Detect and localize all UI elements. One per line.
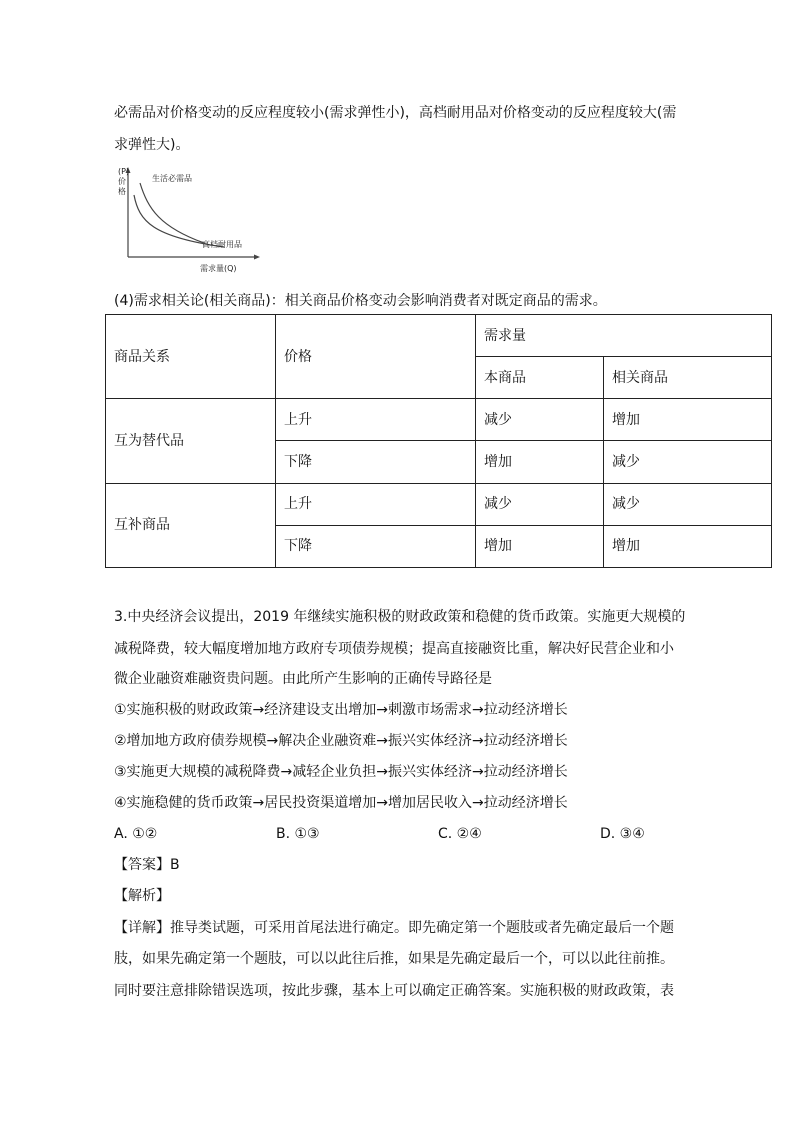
intro-line-2: 求弹性大)。 xyxy=(114,137,190,153)
choice-b: B. ①③ xyxy=(276,826,320,842)
question-line-1: 3.中央经济会议提出，2019 年继续实施积极的财政政策和稳健的货币政策。实施更大规模的 xyxy=(114,609,686,625)
this-goods-cell: 减少 xyxy=(476,483,604,525)
header-demand: 需求量 xyxy=(476,315,772,357)
header-goods-relation: 商品关系 xyxy=(106,315,276,399)
related-goods-subtitle: (4)需求相关论(相关商品)：相关商品价格变动会影响消费者对既定商品的需求。 xyxy=(114,293,607,309)
question-option-line-3: ③实施更大规模的减税降费→减轻企业负担→振兴实体经济→拉动经济增长 xyxy=(114,764,568,780)
price-cell: 下降 xyxy=(276,441,476,483)
related-goods-cell: 减少 xyxy=(604,441,772,483)
complement-relation-cell: 互补商品 xyxy=(106,483,276,567)
related-goods-table xyxy=(105,314,772,568)
demand-elasticity-chart xyxy=(112,163,262,278)
y-axis-label-line-3: 格 xyxy=(118,187,126,196)
question-option-line-4: ④实施稳健的货币政策→居民投资渠道增加→增加居民收入→拉动经济增长 xyxy=(114,795,568,811)
price-cell: 上升 xyxy=(276,483,476,525)
luxury-label: 高档耐用品 xyxy=(202,240,242,249)
explanation-line-3: 同时要注意排除错误选项，按此步骤，基本上可以确定正确答案。实施积极的财政政策，表 xyxy=(114,983,674,999)
intro-line-1: 必需品对价格变动的反应程度较小(需求弹性小)，高档耐用品对价格变动的反应程度较大(需 xyxy=(114,105,677,121)
related-goods-cell: 增加 xyxy=(604,399,772,441)
table-row xyxy=(106,483,772,525)
answer-line: 【答案】B xyxy=(114,857,180,873)
question-option-line-1: ①实施积极的财政政策→经济建设支出增加→刺激市场需求→拉动经济增长 xyxy=(114,702,568,718)
answer-choices xyxy=(114,825,674,843)
table-row xyxy=(106,399,772,441)
x-axis-label: 需求量(Q) xyxy=(200,264,237,273)
y-axis-label-line-1: (P) xyxy=(118,167,130,176)
choice-d: D. ③④ xyxy=(600,826,645,842)
header-this-goods: 本商品 xyxy=(476,357,604,399)
related-goods-cell: 增加 xyxy=(604,525,772,567)
demand-elasticity-svg xyxy=(112,163,262,278)
y-axis-label-line-2: 价 xyxy=(118,177,126,186)
price-cell: 上升 xyxy=(276,399,476,441)
related-goods-cell: 减少 xyxy=(604,483,772,525)
this-goods-cell: 增加 xyxy=(476,525,604,567)
x-axis-arrow xyxy=(254,255,260,260)
question-option-line-2: ②增加地方政府债券规模→解决企业融资难→振兴实体经济→拉动经济增长 xyxy=(114,733,568,749)
question-line-2: 减税降费，较大幅度增加地方政府专项债券规模；提高直接融资比重，解决好民营企业和小 xyxy=(114,641,674,657)
header-related-goods: 相关商品 xyxy=(604,357,772,399)
necessity-label: 生活必需品 xyxy=(152,174,192,183)
this-goods-cell: 增加 xyxy=(476,441,604,483)
analysis-heading: 【解析】 xyxy=(114,888,170,904)
explanation-line-2: 肢，如果先确定第一个题肢，可以以此往后推，如果是先确定最后一个，可以以此往前推。 xyxy=(114,951,674,967)
price-cell: 下降 xyxy=(276,525,476,567)
header-price: 价格 xyxy=(276,315,476,399)
choice-c: C. ②④ xyxy=(438,826,482,842)
choice-a: A. ①② xyxy=(114,826,158,842)
necessity-curve xyxy=(140,183,204,243)
explanation-line-1: 【详解】推导类试题，可采用首尾法进行确定。即先确定第一个题肢或者先确定最后一个题 xyxy=(114,920,674,936)
question-line-3: 微企业融资难融资贵问题。由此所产生影响的正确传导路径是 xyxy=(114,671,492,687)
table-header-row-1 xyxy=(106,315,772,357)
substitute-relation-cell: 互为替代品 xyxy=(106,399,276,483)
this-goods-cell: 减少 xyxy=(476,399,604,441)
